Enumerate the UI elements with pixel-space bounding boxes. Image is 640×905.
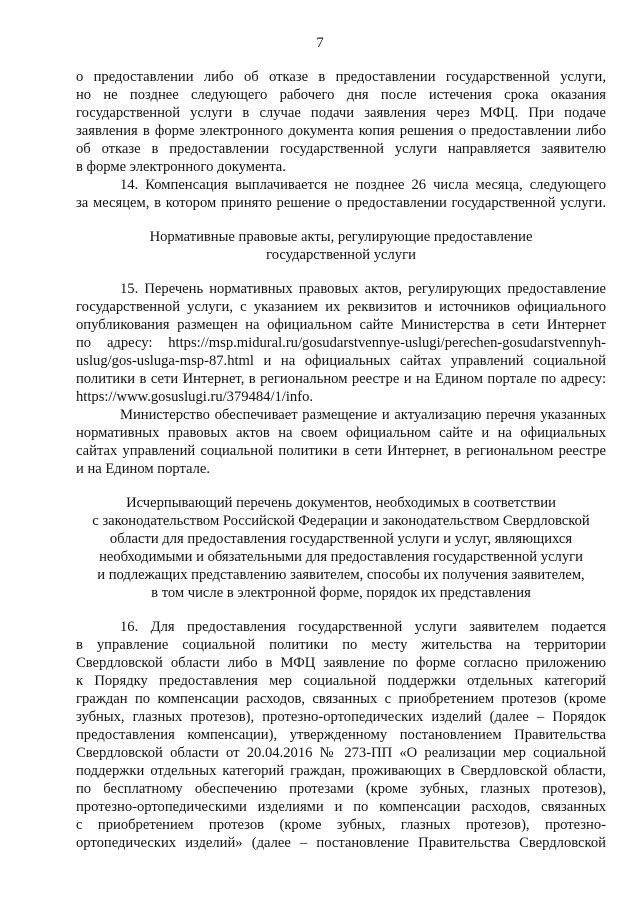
heading-line: в том числе в электронной форме, порядок их представления [151, 585, 531, 601]
heading-line: государственной услуги [266, 247, 416, 263]
heading-line: с законодательством Российской Федерации и законодательством Свердловской [92, 513, 590, 529]
page-number: 7 [316, 35, 324, 51]
heading-line: необходимыми и обязательными для предоставления государственной услуги [99, 549, 583, 565]
text-line: заявления в форме электронного документа копия решения о предоставлении либо [76, 123, 606, 139]
text-line: о предоставлении либо об отказе в предоставлении государственной услуги, [76, 69, 606, 85]
heading-line: области для предоставления государственной услуги и услуг, являющихся [109, 531, 573, 547]
text-line: об отказе в предоставлении государственной услуги направляется заявителю [76, 141, 606, 157]
text-line: по адресу: https://msp.midural.ru/gosudarstvennye-uslugi/perechen-gosudarstvennyh- [76, 335, 606, 351]
text-line: к Порядку предоставления мер социальной поддержки отдельных категорий [76, 673, 606, 689]
text-line: поддержки отдельных категорий граждан, проживающих в Свердловской области, [76, 763, 606, 779]
text-line: государственной услуги, с указанием их реквизитов и источников официального [76, 299, 606, 315]
text-line: uslug/gos-usluga-msp-87.html и на официальных сайтах управлений социальной [76, 353, 606, 369]
heading-line: Исчерпывающий перечень документов, необходимых в соответствии [126, 495, 556, 511]
text-line: Свердловской области от 20.04.2016 № 273-ПП «О реализации мер социальной [76, 745, 606, 761]
text-line: 16. Для предоставления государственной услуги заявителем подается [120, 619, 606, 635]
text-line: нормативных правовых актов на своем официальном сайте и на официальных [76, 425, 606, 441]
text-line: сайтах управлений социальной политики в сети Интернет, в региональном реестре [76, 443, 606, 459]
text-line: Министерство обеспечивает размещение и актуализацию перечня указанных [120, 407, 606, 423]
text-line: 14. Компенсация выплачивается не позднее 26 числа месяца, следующего [120, 177, 606, 193]
text-line: ортопедических изделий» (далее – постановление Правительства Свердловской [76, 835, 606, 851]
text-line: государственной услуги в случае подачи заявления через МФЦ. При подаче [76, 105, 606, 121]
text-line: граждан по компенсации расходов, связанных с приобретением протезов (кроме [76, 691, 606, 707]
text-line: 15. Перечень нормативных правовых актов, регулирующих предоставление [120, 281, 606, 297]
text-line: в управление социальной политики по месту жительства на территории [76, 637, 606, 653]
text-line: опубликования размещен на официальном сайте Министерства в сети Интернет [76, 317, 606, 333]
text-line: протезно-ортопедическими изделиями и по компенсации расходов, связанных [76, 799, 606, 815]
text-line: за месяцем, в котором принято решение о предоставлении государственной услуги. [76, 195, 606, 211]
text-line: предоставления компенсации), утвержденному постановлением Правительства [76, 727, 606, 743]
text-line: в форме электронного документа. [76, 159, 286, 175]
text-line: но не позднее следующего рабочего дня после истечения срока оказания [76, 87, 606, 103]
text-line: Свердловской области либо в МФЦ заявление по форме согласно приложению [76, 655, 606, 671]
text-line: политики в сети Интернет, в региональном реестре и на Едином портале по адресу: [76, 371, 606, 387]
text-line: https://www.gosuslugi.ru/379484/1/info. [76, 389, 314, 405]
heading-line: и подлежащих представлению заявителем, способы их получения заявителем, [97, 567, 585, 583]
heading-line: Нормативные правовые акты, регулирующие предоставление [149, 229, 533, 245]
text-line: и на Едином портале. [76, 461, 211, 477]
text-line: по бесплатному обеспечению протезами (кроме зубных, глазных протезов), [76, 781, 606, 797]
text-line: с приобретением протезов (кроме зубных, глазных протезов), протезно- [76, 817, 606, 833]
text-line: зубных, глазных протезов), протезно-ортопедических изделий (далее – Порядок [76, 709, 606, 725]
